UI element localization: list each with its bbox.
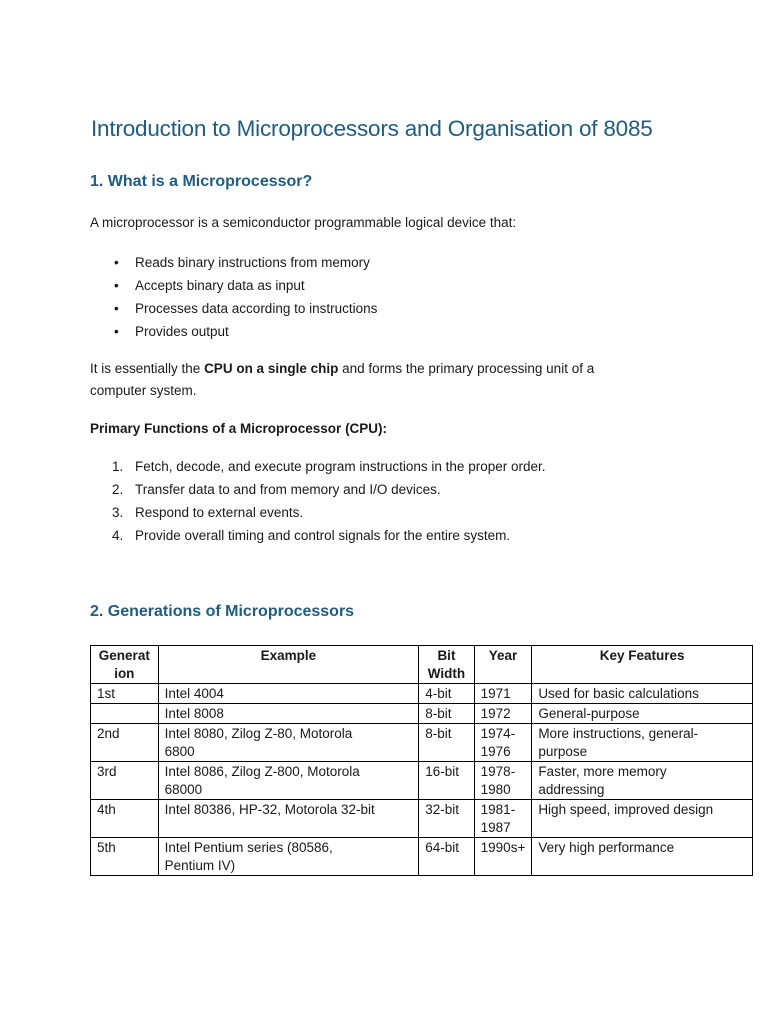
table-header-row (91, 646, 753, 684)
bullet-icon: • (114, 301, 119, 316)
table-row (91, 724, 753, 762)
bullet-text: Accepts binary data as input (135, 278, 305, 293)
functions-heading: Primary Functions of a Microprocessor (CPU): (90, 421, 388, 436)
list-item (90, 455, 545, 478)
header-key-features: Key Features (532, 646, 753, 684)
bullet-text: Provides output (135, 324, 229, 339)
cell-text: Pentium IV) (164, 858, 236, 873)
cell-bit-width: 8-bit (419, 704, 474, 724)
list-item (90, 478, 545, 501)
cell-example: Intel 8008 (158, 704, 419, 724)
header-text: Generat (98, 648, 150, 663)
list-number: 2. (112, 482, 124, 497)
intro-paragraph: A microprocessor is a semiconductor programmable logical device that: (90, 215, 517, 230)
cell-text: 1978- (480, 764, 516, 779)
cell-features: General-purpose (532, 704, 753, 724)
cell-example (158, 724, 419, 762)
cell-text: 1976 (480, 744, 511, 759)
cell-features: Very high performance (532, 838, 753, 876)
cell-text: 1981- (480, 802, 516, 817)
cell-year: 1972 (474, 704, 532, 724)
list-number: 4. (112, 528, 124, 543)
cell-text: 1980 (480, 782, 511, 797)
list-item (90, 297, 377, 320)
cell-generation (91, 704, 159, 724)
cell-text: Intel 8080, Zilog Z-80, Motorola (164, 726, 353, 741)
document-title: Introduction to Microprocessors and Organisation of 8085 (91, 116, 653, 141)
bullet-text: Reads binary instructions from memory (135, 255, 370, 270)
cell-year (474, 800, 532, 838)
list-item (90, 274, 377, 297)
cell-features: High speed, improved design (532, 800, 753, 838)
cell-example: Intel 4004 (158, 684, 419, 704)
cell-bit-width: 16-bit (419, 762, 474, 800)
cell-text: Intel 8086, Zilog Z-800, Motorola (164, 764, 360, 779)
cell-example (158, 762, 419, 800)
header-example: Example (158, 646, 419, 684)
bullet-list (90, 251, 377, 343)
cell-text: Faster, more memory (538, 764, 667, 779)
essence-text: It is essentially the (90, 361, 205, 376)
list-item (90, 251, 377, 274)
essence-text: computer system. (90, 383, 197, 398)
cell-year (474, 762, 532, 800)
section-heading-generations: 2. Generations of Microprocessors (90, 603, 355, 620)
cell-bit-width: 64-bit (419, 838, 474, 876)
cell-example (158, 838, 419, 876)
table-row (91, 800, 753, 838)
list-item (90, 320, 377, 343)
cell-text: More instructions, general- (538, 726, 699, 741)
table-row (91, 704, 753, 724)
cell-bit-width: 8-bit (419, 724, 474, 762)
cell-bit-width: 32-bit (419, 800, 474, 838)
cell-features (532, 762, 753, 800)
cell-bit-width: 4-bit (419, 684, 474, 704)
table-row (91, 684, 753, 704)
bullet-icon: • (114, 278, 119, 293)
generations-table (90, 645, 753, 876)
list-item (90, 501, 545, 524)
bullet-icon: • (114, 324, 119, 339)
list-text: Respond to external events. (135, 505, 304, 520)
essence-text: and forms the primary processing unit of a (338, 361, 595, 376)
cell-text: 1987 (480, 820, 511, 835)
cell-generation: 1st (91, 684, 159, 704)
bullet-icon: • (114, 255, 119, 270)
header-year: Year (474, 646, 532, 684)
table-row (91, 838, 753, 876)
cell-generation: 4th (91, 800, 159, 838)
cell-year: 1990s+ (474, 838, 532, 876)
cell-text: 6800 (164, 744, 195, 759)
cell-year (474, 724, 532, 762)
table-row (91, 762, 753, 800)
essence-paragraph (90, 358, 594, 402)
cell-features (532, 724, 753, 762)
cell-generation: 2nd (91, 724, 159, 762)
section-heading-what-is: 1. What is a Microprocessor? (90, 173, 313, 190)
list-number: 3. (112, 505, 124, 520)
list-text: Transfer data to and from memory and I/O devices. (135, 482, 441, 497)
list-text: Fetch, decode, and execute program instructions in the proper order. (135, 459, 546, 474)
cell-text: 68000 (164, 782, 203, 797)
cell-text: purpose (538, 744, 588, 759)
list-number: 1. (112, 459, 124, 474)
essence-bold-text: CPU on a single chip (204, 361, 339, 376)
header-generation (91, 646, 159, 684)
cell-generation: 3rd (91, 762, 159, 800)
header-text: ion (114, 666, 135, 681)
functions-list (90, 455, 545, 547)
cell-text: addressing (538, 782, 605, 797)
header-bit-width (419, 646, 474, 684)
header-text: Bit (437, 648, 456, 663)
cell-text: 1974- (480, 726, 516, 741)
cell-year: 1971 (474, 684, 532, 704)
cell-text: Intel Pentium series (80586, (164, 840, 333, 855)
bullet-text: Processes data according to instructions (135, 301, 378, 316)
cell-features: Used for basic calculations (532, 684, 753, 704)
cell-generation: 5th (91, 838, 159, 876)
cell-example: Intel 80386, HP-32, Motorola 32-bit (158, 800, 419, 838)
list-text: Provide overall timing and control signals for the entire system. (135, 528, 511, 543)
header-text: Width (427, 666, 466, 681)
list-item (90, 524, 545, 547)
